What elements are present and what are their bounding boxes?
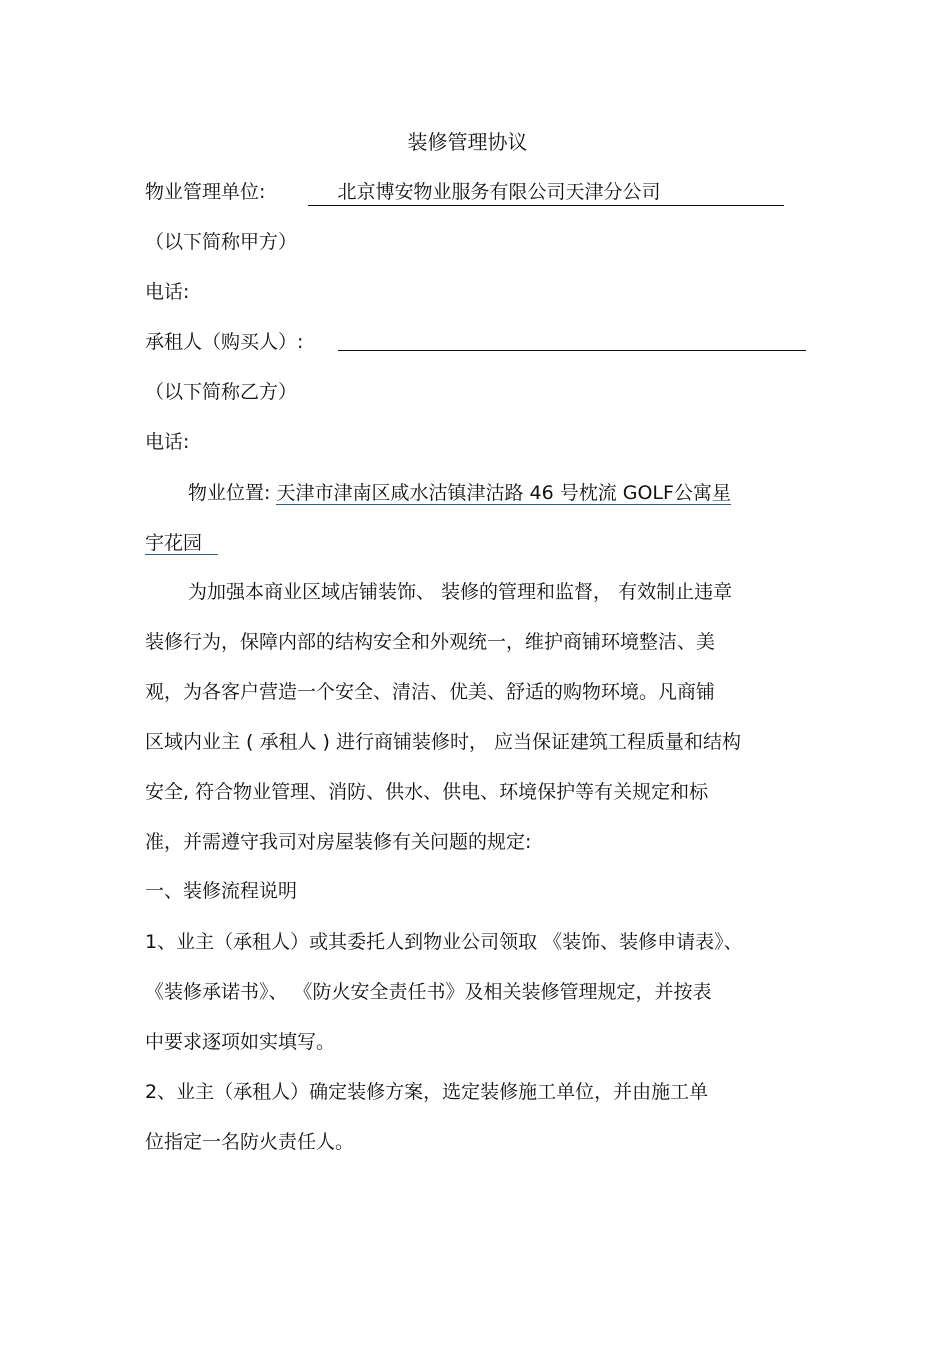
party-b-label: 承租人（购买人）: — [145, 331, 304, 353]
item-1-line-2: 《装修承诺书》、 《防火安全责任书》及相关装修管理规定，并按表 — [145, 981, 712, 1003]
party-b-phone-label: 电话: — [145, 431, 190, 453]
location-label: 物业位置: — [188, 482, 271, 504]
item-2-line-1: 2、业主（承租人）确定装修方案，选定装修施工单位，并由施工单 — [145, 1081, 709, 1103]
location-value-line2: 宇花园 — [145, 532, 218, 555]
party-a-phone-label: 电话: — [145, 281, 190, 303]
location-row — [188, 481, 731, 505]
item-2-line-2: 位指定一名防火责任人。 — [145, 1131, 355, 1153]
party-b-blank-line — [338, 350, 806, 351]
party-a-row — [145, 180, 784, 206]
intro-line-1: 为加强本商业区域店铺装饰、 装修的管理和监督， 有效制止违章 — [188, 581, 733, 603]
party-a-label: 物业管理单位: — [145, 181, 266, 203]
document-title: 装修管理协议 — [407, 130, 528, 154]
intro-line-2: 装修行为，保障内部的结构安全和外观统一，维护商铺环境整洁、美 — [145, 631, 716, 653]
party-a-alias: （以下简称甲方） — [145, 231, 298, 253]
intro-line-6: 准，并需遵守我司对房屋装修有关问题的规定: — [145, 831, 532, 853]
intro-line-3: 观，为各客户营造一个安全、清洁、优美、舒适的购物环境。凡商铺 — [145, 681, 716, 703]
intro-line-4: 区域内业主 ( 承租人 ) 进行商铺装修时， 应当保证建筑工程质量和结构 — [145, 731, 742, 753]
section-1-heading: 一、装修流程说明 — [145, 880, 298, 902]
location-row-2 — [145, 531, 218, 555]
intro-line-5: 安全, 符合物业管理、消防、供水、供电、环境保护等有关规定和标 — [145, 781, 709, 803]
party-b-alias: （以下简称乙方） — [145, 381, 298, 403]
party-a-value: 北京博安物业服务有限公司天津分公司 — [308, 180, 784, 206]
item-1-line-3: 中要求逐项如实填写。 — [145, 1031, 336, 1053]
item-1-line-1: 1、业主（承租人）或其委托人到物业公司领取 《装饰、装修申请表》、 — [145, 931, 743, 953]
location-value-line1: 天津市津南区咸水沽镇津沽路 46 号枕流 GOLF公寓星 — [276, 482, 731, 504]
